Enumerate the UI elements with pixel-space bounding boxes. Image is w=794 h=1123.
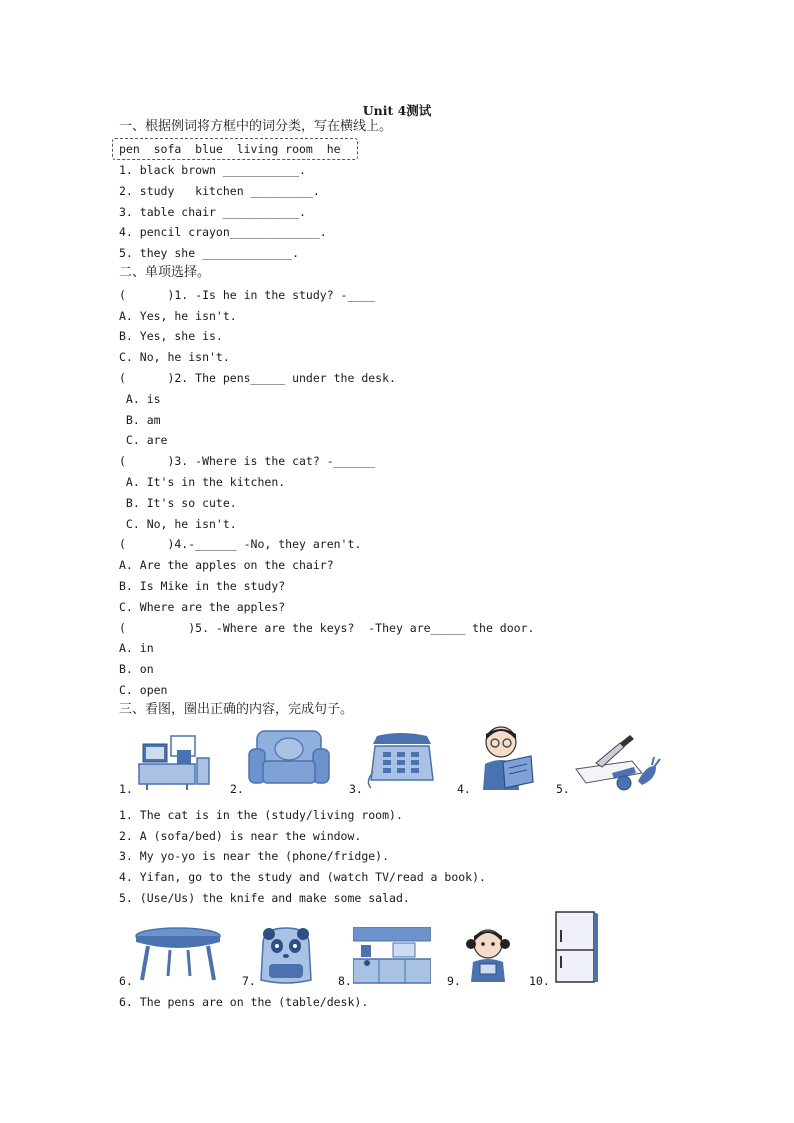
pic-number-1: 1. <box>119 782 133 796</box>
boy-reading-icon <box>473 724 535 792</box>
s3-sentence-6: 6. The pens are on the (table/desk). <box>119 995 369 1009</box>
pic-number-2: 2. <box>230 782 244 796</box>
s2-line: C. No, he isn't. <box>119 517 237 531</box>
s2-line: B. on <box>119 662 154 676</box>
s2-line: A. is <box>119 392 161 406</box>
study-room-icon <box>137 730 212 792</box>
s2-line: ( )2. The pens_____ under the desk. <box>119 371 396 385</box>
s2-line: A. Are the apples on the chair? <box>119 558 334 572</box>
girl-eating-icon <box>463 926 513 984</box>
section2-heading: 二、单项选择。 <box>119 265 211 280</box>
s2-line: ( )1. -Is he in the study? -____ <box>119 288 376 302</box>
word-box <box>112 138 358 160</box>
s2-line: ( )4.-______ -No, they aren't. <box>119 537 362 551</box>
table-icon <box>134 926 222 982</box>
section1-heading: 一、根据例词将方框中的词分类，写在横线上。 <box>119 119 393 134</box>
page-title: Unit 4测试 <box>362 103 432 118</box>
pic-number-3: 3. <box>349 782 363 796</box>
s3-sentence-3: 3. My yo-yo is near the (phone/fridge). <box>119 849 390 863</box>
s1-item-5: 5. they she _____________. <box>119 246 300 260</box>
pic-number-4: 4. <box>457 782 471 796</box>
s1-item-1: 1. black brown ___________. <box>119 163 306 177</box>
s2-line: C. are <box>119 433 168 447</box>
s2-line: C. Where are the apples? <box>119 600 286 614</box>
s2-line: ( )3. -Where is the cat? -______ <box>119 454 376 468</box>
s3-sentence-5: 5. (Use/Us) the knife and make some salad. <box>119 891 410 905</box>
s2-line: C. No, he isn't. <box>119 350 230 364</box>
pic-number-10: 10. <box>529 974 550 988</box>
fridge-icon <box>554 910 600 984</box>
s1-item-2: 2. study kitchen _________. <box>119 184 320 198</box>
s2-line: B. Is Mike in the study? <box>119 579 286 593</box>
word-box-text: pen sofa blue living room he <box>119 142 341 156</box>
pic-number-8: 8. <box>338 974 352 988</box>
s3-sentence-1: 1. The cat is in the (study/living room). <box>119 808 403 822</box>
s2-line: ( )5. -Where are the keys? -They are_____ the door. <box>119 621 535 635</box>
s2-line: A. It's in the kitchen. <box>119 475 286 489</box>
panda-bag-icon <box>255 926 317 986</box>
s2-line: B. It's so cute. <box>119 496 237 510</box>
s1-item-3: 3. table chair ___________. <box>119 205 306 219</box>
sofa-icon <box>247 727 331 789</box>
s2-line: B. am <box>119 413 161 427</box>
s2-line: A. Yes, he isn't. <box>119 309 237 323</box>
pic-number-7: 7. <box>242 974 256 988</box>
s1-item-4: 4. pencil crayon_____________. <box>119 225 327 239</box>
s3-sentence-4: 4. Yifan, go to the study and (watch TV/read a book). <box>119 870 486 884</box>
kitchen-icon <box>353 927 431 985</box>
section3-heading: 三、看图，圈出正确的内容，完成句子。 <box>119 702 354 717</box>
phone-icon <box>365 732 437 790</box>
s3-sentence-2: 2. A (sofa/bed) is near the window. <box>119 829 362 843</box>
knife-vegetables-icon <box>572 733 664 793</box>
pic-number-9: 9. <box>447 974 461 988</box>
s2-line: C. open <box>119 683 168 697</box>
pic-number-5: 5. <box>556 782 570 796</box>
s2-line: A. in <box>119 641 154 655</box>
pic-number-6: 6. <box>119 974 133 988</box>
s2-line: B. Yes, she is. <box>119 329 223 343</box>
